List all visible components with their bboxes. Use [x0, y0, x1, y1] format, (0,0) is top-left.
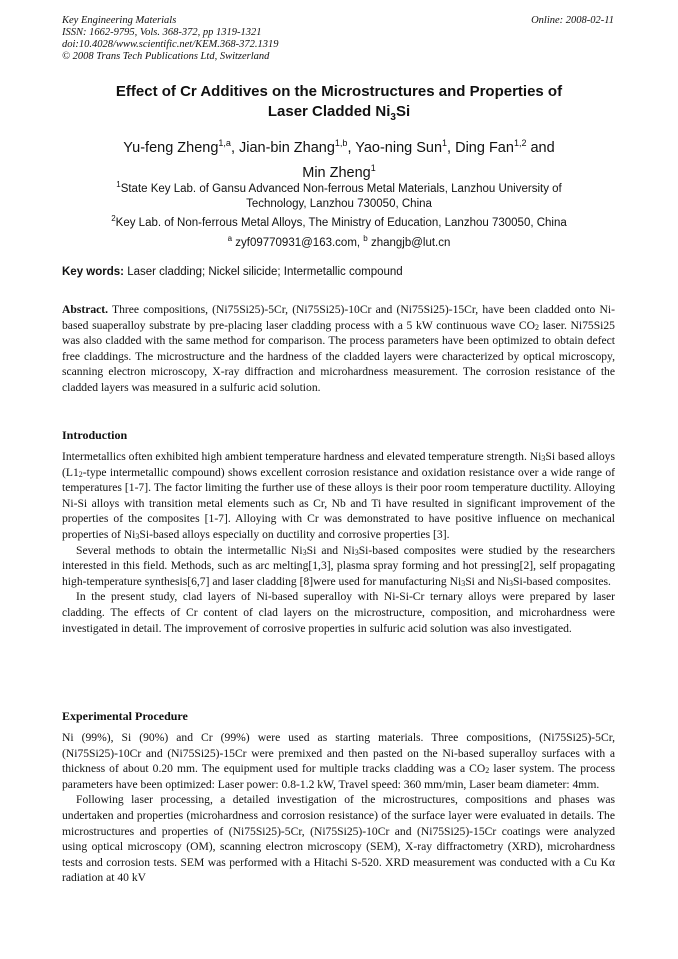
- doi-line: doi:10.4028/www.scientific.net/KEM.368-372.1319: [62, 39, 279, 50]
- title-line-2: Laser Cladded $Ni_3Si$: [267, 103, 411, 123]
- title-line-1: Effect of Cr Additives on the Microstructures and Properties of: [115, 83, 563, 100]
- introduction-heading: Introduction: [62, 428, 128, 442]
- introduction-body: [62, 449, 615, 636]
- affiliation-2: $^2$Key Lab. of Non-ferrous Metal Alloys, The Ministry of Education, Lanzhou 730050, China: [111, 214, 567, 229]
- exp-paragraph-1: Ni (99%), Si (90%) and Cr (99%) were used as starting materials. Three compositions, (Ni75Si25)-5Cr, (Ni75Si25)-10Cr and (Ni75Si25)-15Cr were premixed and then pasted on the Ni-based superalloy surfaces with a thickness of about 0.20 mm. The equipment used for multiple tracks cladding was a $CO_2$ laser system. The process parameters have been optimized: Laser power: 0.8-1.2 kW, Travel speed: 360 mm/min, Laser beam diameter: 4mm.: [62, 731, 615, 791]
- keywords: [62, 266, 403, 278]
- experimental-heading: Experimental Procedure: [62, 709, 188, 723]
- abstract-label: Abstract.: [62, 303, 109, 316]
- authors-line-1: Yu-feng Zheng$^{1,a}$, Jian-bin Zhang$^{1,b}$, Yao-ning Sun$^1$, Ding Fan$^{1,2}$ and: [123, 138, 555, 156]
- intro-paragraph-2: Several methods to obtain the intermetallic $Ni_3Si$ and $Ni_3Si$-based composites were studied by the researchers interested in this field. Methods, such as arc melting[1,3], plasma spray forming and hot pressing[2], self propagating high-temperature synthesis[6,7] and laser cladding [8]were used for manufacturing $Ni_3Si$ and $Ni_3Si$-based composites.: [62, 543, 615, 588]
- keywords-text: Laser cladding; Nickel silicide; Intermetallic compound: [124, 266, 403, 278]
- intro-paragraph-3: In the present study, clad layers of Ni-based superalloy with Ni-Si-Cr ternary alloys were prepared by laser cladding. The effects of Cr content of clad layers on the microstructure, composition, and microhardness were investigated in detail. The improvement of corrosive properties in sulfuric acid solution was also investigated.: [62, 590, 615, 635]
- authors-line-2: Min Zheng$^1$: [302, 162, 376, 181]
- abstract: Abstract. Three compositions, (Ni75Si25)-5Cr, (Ni75Si25)-10Cr and (Ni75Si25)-15Cr, have been cladded onto Ni-based suaperalloy substrate by pre-placing laser cladding process with a 5 kW continuous wave $CO_2$ laser. Ni75Si25 was also cladded with the same method for comparison. The process parameters have been optimized to obtain defect free claddings. The microstructure and the hardness of the cladded layers were characterized by optical microscopy, scanning electron microscopy, X-ray diffraction and microhardness measurement. The corrosion resistance of the cladded layers was measured in a sulfuric acid solution.: [62, 303, 615, 394]
- journal-name: Key Engineering Materials: [62, 15, 177, 26]
- copyright-line: © 2008 Trans Tech Publications Ltd, Switzerland: [62, 51, 270, 62]
- intro-paragraph-1: Intermetallics often exhibited high ambient temperature hardness and elevated temperature strength. $Ni_3Si$ based alloys ($L1_2$-type intermetallic compound) shows excellent corrosion resistance and oxidation resistance over a wide range of temperatures [1-7]. The factor limiting the further use of these alloys is their poor room temperature ductility. Alloying Ni-Si alloys with transition metal elements such as Cr, Nb and Ti have resulted in significant improvement of the properties of the composites [1-7]. Alloying with Cr was demonstrated to have positive influence on mechanical properties of $Ni_3Si$-based alloys especially on ductility and corrosive properties [3].: [62, 450, 615, 541]
- exp-paragraph-2: Following laser processing, a detailed investigation of the microstructures, compositions and phases was undertaken and properties (microhardness and corrosion resistance) of the surface layer were evaluated in details. The microstructures and properties of (Ni75Si25)-5Cr, (Ni75Si25)-10Cr and (Ni75Si25)-15Cr coatings were analyzed using optical microscopy (OM), scanning electron microscopy (SEM), X-ray diffractometry (XRD), microhardness tests and corrosion tests. SEM was performed with a Hitachi S-520. XRD measurement was conducted with a Cu Kα radiation at 40 kV: [62, 793, 615, 885]
- affiliation-1: $^1$State Key Lab. of Gansu Advanced Non-ferrous Metal Materials, Lanzhou University of Technology, Lanzhou 730050, China: [116, 180, 562, 210]
- author-list: [62, 133, 616, 183]
- paper-title: [62, 82, 616, 128]
- online-date: Online: 2008-02-11: [531, 15, 614, 26]
- keywords-label: Key words:: [62, 266, 124, 278]
- issn-line: ISSN: 1662-9795, Vols. 368-372, pp 1319-1321: [62, 27, 262, 38]
- journal-header: [62, 15, 279, 63]
- author-emails: $^a$ zyf09770931@163.com, $^b$ zhangjb@lut.cn: [227, 234, 451, 249]
- experimental-body: [62, 730, 615, 886]
